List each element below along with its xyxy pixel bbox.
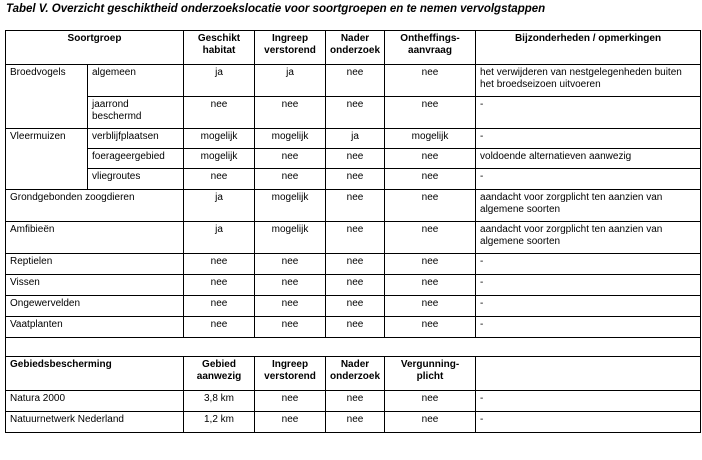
table-row — [6, 275, 701, 296]
group-name-cell: Ongewervelden — [6, 296, 184, 317]
group-name-cell: Vaatplanten — [6, 317, 184, 338]
nader-cell: nee — [326, 254, 385, 275]
nader-cell: nee — [326, 275, 385, 296]
nader-cell: nee — [326, 412, 385, 433]
ontheffing-cell: nee — [385, 275, 476, 296]
header-ingreep-verstorend-2: Ingreep verstorend — [255, 357, 326, 391]
header-bijzonderheden: Bijzonderheden / opmerkingen — [476, 31, 701, 65]
table-title: Tabel V. Overzicht geschiktheid onderzoekslocatie voor soortgroepen en te nemen vervolgstappen — [6, 3, 546, 15]
group-name-cell: Reptielen — [6, 254, 184, 275]
ontheffing-cell: nee — [385, 169, 476, 190]
geschikt-cell: ja — [184, 65, 255, 97]
table-row — [6, 190, 701, 222]
nader-cell: ja — [326, 129, 385, 149]
opmerking-cell: aandacht voor zorgplicht ten aanzien van algemene soorten — [476, 190, 701, 222]
header-nader-onderzoek-2: Nader onderzoek — [326, 357, 385, 391]
table-row — [6, 222, 701, 254]
header-row-gebied — [6, 357, 701, 391]
aanwezig-cell: 1,2 km — [184, 412, 255, 433]
nader-cell: nee — [326, 65, 385, 97]
opmerking-cell: - — [476, 129, 701, 149]
header-soortgroep: Soortgroep — [6, 31, 184, 65]
table-row — [6, 97, 701, 129]
vergunning-cell: nee — [385, 391, 476, 412]
ingreep-cell: nee — [255, 412, 326, 433]
group-broedvogels: Broedvogels — [6, 65, 88, 129]
subgroup-cell: vliegroutes — [88, 169, 184, 190]
nader-cell: nee — [326, 391, 385, 412]
table-row — [6, 149, 701, 169]
table-row — [6, 412, 701, 433]
ingreep-cell: mogelijk — [255, 129, 326, 149]
geschikt-cell: nee — [184, 275, 255, 296]
geschikt-cell: nee — [184, 97, 255, 129]
vergunning-cell: nee — [385, 412, 476, 433]
nader-cell: nee — [326, 317, 385, 338]
table-row — [6, 296, 701, 317]
opmerking-cell: - — [476, 97, 701, 129]
gebied-name-cell: Natuurnetwerk Nederland — [6, 412, 184, 433]
geschikt-cell: nee — [184, 296, 255, 317]
header-geschikt-habitat: Geschikt habitat — [184, 31, 255, 65]
nader-cell: nee — [326, 149, 385, 169]
opmerking-cell: voldoende alternatieven aanwezig — [476, 149, 701, 169]
ingreep-cell: mogelijk — [255, 222, 326, 254]
header-nader-onderzoek: Nader onderzoek — [326, 31, 385, 65]
opmerking-cell: - — [476, 391, 701, 412]
table-row — [6, 169, 701, 190]
ontheffing-cell: nee — [385, 149, 476, 169]
ontheffing-cell: nee — [385, 317, 476, 338]
geschikt-cell: nee — [184, 169, 255, 190]
table-row — [6, 317, 701, 338]
ontheffing-cell: nee — [385, 296, 476, 317]
opmerking-cell: - — [476, 254, 701, 275]
ontheffing-cell: nee — [385, 65, 476, 97]
ontheffing-cell: nee — [385, 222, 476, 254]
ontheffing-cell: mogelijk — [385, 129, 476, 149]
nader-cell: nee — [326, 222, 385, 254]
header-ontheffingsaanvraag: Ontheffings-aanvraag — [385, 31, 476, 65]
geschikt-cell: mogelijk — [184, 149, 255, 169]
geschikt-cell: ja — [184, 222, 255, 254]
header-ingreep-verstorend: Ingreep verstorend — [255, 31, 326, 65]
nader-cell: nee — [326, 169, 385, 190]
ontheffing-cell: nee — [385, 97, 476, 129]
subgroup-cell: foerageergebied — [88, 149, 184, 169]
table-row — [6, 129, 701, 149]
ingreep-cell: nee — [255, 254, 326, 275]
group-name-cell: Grondgebonden zoogdieren — [6, 190, 184, 222]
opmerking-cell: aandacht voor zorgplicht ten aanzien van algemene soorten — [476, 222, 701, 254]
ontheffing-cell: nee — [385, 190, 476, 222]
suitability-table — [5, 30, 701, 433]
table-row — [6, 65, 701, 97]
table-row — [6, 254, 701, 275]
ingreep-cell: nee — [255, 149, 326, 169]
header-row — [6, 31, 701, 65]
group-name-cell: Vissen — [6, 275, 184, 296]
subgroup-cell: verblijfplaatsen — [88, 129, 184, 149]
spacer-row — [6, 338, 701, 357]
opmerking-cell: - — [476, 412, 701, 433]
nader-cell: nee — [326, 97, 385, 129]
ingreep-cell: nee — [255, 317, 326, 338]
opmerking-cell: het verwijderen van nestgelegenheden buiten het broedseizoen uitvoeren — [476, 65, 701, 97]
geschikt-cell: nee — [184, 317, 255, 338]
opmerking-cell: - — [476, 296, 701, 317]
header-gebiedsbescherming: Gebiedsbescherming — [6, 357, 184, 391]
ingreep-cell: nee — [255, 97, 326, 129]
header-gebied-aanwezig: Gebied aanwezig — [184, 357, 255, 391]
group-vleermuizen: Vleermuizen — [6, 129, 88, 190]
ingreep-cell: nee — [255, 275, 326, 296]
geschikt-cell: nee — [184, 254, 255, 275]
header-vergunningplicht: Vergunning-plicht — [385, 357, 476, 391]
geschikt-cell: mogelijk — [184, 129, 255, 149]
opmerking-cell: - — [476, 169, 701, 190]
gebied-name-cell: Natura 2000 — [6, 391, 184, 412]
ingreep-cell: mogelijk — [255, 190, 326, 222]
ingreep-cell: nee — [255, 391, 326, 412]
subgroup-cell: jaarrond beschermd — [88, 97, 184, 129]
subgroup-cell: algemeen — [88, 65, 184, 97]
opmerking-cell: - — [476, 317, 701, 338]
nader-cell: nee — [326, 296, 385, 317]
ingreep-cell: nee — [255, 169, 326, 190]
geschikt-cell: ja — [184, 190, 255, 222]
header-empty — [476, 357, 701, 391]
group-name-cell: Amfibieën — [6, 222, 184, 254]
ingreep-cell: ja — [255, 65, 326, 97]
spacer-cell — [6, 338, 701, 357]
aanwezig-cell: 3,8 km — [184, 391, 255, 412]
ingreep-cell: nee — [255, 296, 326, 317]
nader-cell: nee — [326, 190, 385, 222]
opmerking-cell: - — [476, 275, 701, 296]
table-row — [6, 391, 701, 412]
ontheffing-cell: nee — [385, 254, 476, 275]
